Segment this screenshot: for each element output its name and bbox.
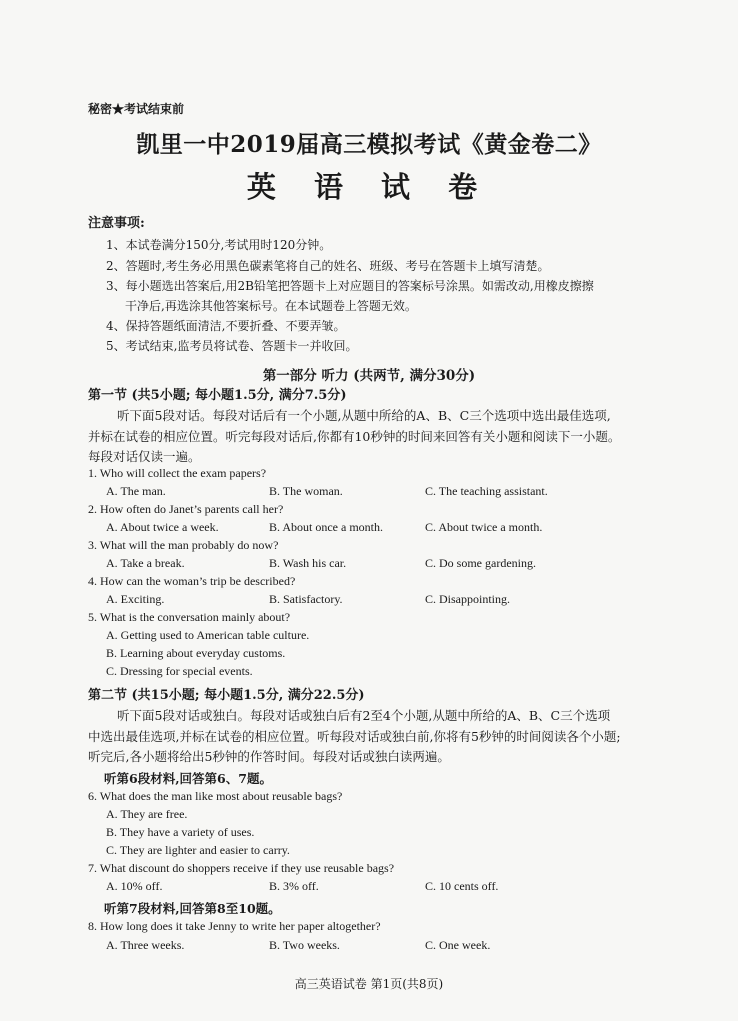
option-c: C. One week. xyxy=(425,938,491,952)
option-b: B. 3% off. xyxy=(269,879,319,893)
question-7: 7. What discount do shoppers receive if they use reusable bags? xyxy=(88,861,395,875)
option-b: B. About once a month. xyxy=(269,520,383,534)
option-c: C. The teaching assistant. xyxy=(425,484,548,498)
question-1: 1. Who will collect the exam papers? xyxy=(88,466,267,480)
section2-instructions: 听下面5段对话或独白。每段对话或独白后有2至4个小题,从题中所给的A、B、C三个选项 xyxy=(117,708,611,723)
section1-instructions: 并标在试卷的相应位置。听完每段对话后,你都有10秒钟的时间来回答有关小题和阅读下一小题。 xyxy=(88,429,621,444)
material-7-heading: 听第7段材料,回答第8至10题。 xyxy=(104,901,281,916)
option-c: C. 10 cents off. xyxy=(425,879,499,893)
option-a: A. 10% off. xyxy=(106,879,163,893)
question-2: 2. How often do Janet’s parents call her? xyxy=(88,502,284,516)
notice-item: 5、考试结束,监考员将试卷、答题卡一并收回。 xyxy=(106,339,358,353)
subject-title: 英 语 试 卷 xyxy=(246,170,492,204)
page-footer: 高三英语试卷 第1页(共8页) xyxy=(294,977,444,991)
question-8: 8. How long does it take Jenny to write her paper altogether? xyxy=(88,919,381,933)
confidential-label: 秘密★考试结束前 xyxy=(88,102,185,116)
option-b: B. Wash his car. xyxy=(269,556,347,570)
option-c: C. Disappointing. xyxy=(425,592,511,606)
option-b: B. Two weeks. xyxy=(269,938,340,952)
option-b: B. Satisfactory. xyxy=(269,592,343,606)
material-6-heading: 听第6段材料,回答第6、7题。 xyxy=(104,771,272,786)
option-c: C. Do some gardening. xyxy=(425,556,536,570)
section2-heading: 第二节 (共15小题; 每小题1.5分, 满分22.5分) xyxy=(88,688,365,703)
exam-title: 凯里一中2019届高三模拟考试《黄金卷二》 xyxy=(136,131,602,158)
option-c: C. They are lighter and easier to carry. xyxy=(106,843,290,857)
question-5: 5. What is the conversation mainly about? xyxy=(88,610,291,624)
option-a: A. Getting used to American table culture. xyxy=(106,628,310,642)
question-3: 3. What will the man probably do now? xyxy=(88,538,279,552)
notice-item: 2、答题时,考生务必用黑色碳素笔将自己的姓名、班级、考号在答题卡上填写清楚。 xyxy=(106,259,550,273)
option-a: A. About twice a week. xyxy=(106,520,219,534)
notice-item: 干净后,再选涂其他答案标号。在本试题卷上答题无效。 xyxy=(125,299,417,313)
notice-item: 1、本试卷满分150分,考试用时120分钟。 xyxy=(106,238,332,252)
section1-instructions: 听下面5段对话。每段对话后有一个小题,从题中所给的A、B、C三个选项中选出最佳选项, xyxy=(117,408,611,423)
section1-heading: 第一节 (共5小题; 每小题1.5分, 满分7.5分) xyxy=(88,388,347,403)
part1-heading: 第一部分 听力 (共两节, 满分30分) xyxy=(262,368,476,384)
section1-instructions: 每段对话仅读一遍。 xyxy=(88,449,201,464)
question-4: 4. How can the woman’s trip be described? xyxy=(88,574,296,588)
notice-item: 3、每小题选出答案后,用2B铅笔把答题卡上对应题目的答案标号涂黑。如需改动,用橡皮擦擦 xyxy=(106,279,594,293)
option-a: A. Exciting. xyxy=(106,592,165,606)
option-a: A. Take a break. xyxy=(106,556,185,570)
question-6: 6. What does the man like most about reusable bags? xyxy=(88,789,343,803)
option-c: C. About twice a month. xyxy=(425,520,543,534)
option-a: A. The man. xyxy=(106,484,166,498)
option-b: B. Learning about everyday customs. xyxy=(106,646,286,660)
notice-item: 4、保持答题纸面清洁,不要折叠、不要弄皱。 xyxy=(106,319,346,333)
option-b: B. The woman. xyxy=(269,484,343,498)
notice-heading: 注意事项: xyxy=(88,216,145,231)
option-a: A. Three weeks. xyxy=(106,938,185,952)
option-b: B. They have a variety of uses. xyxy=(106,825,255,839)
option-c: C. Dressing for special events. xyxy=(106,664,253,678)
section2-instructions: 听完后,各小题将给出5秒钟的作答时间。每段对话或独白读两遍。 xyxy=(88,749,450,764)
option-a: A. They are free. xyxy=(106,807,188,821)
section2-instructions: 中选出最佳选项,并标在试卷的相应位置。听每段对话或独白前,你将有5秒钟的时间阅读各个小题; xyxy=(88,729,621,744)
